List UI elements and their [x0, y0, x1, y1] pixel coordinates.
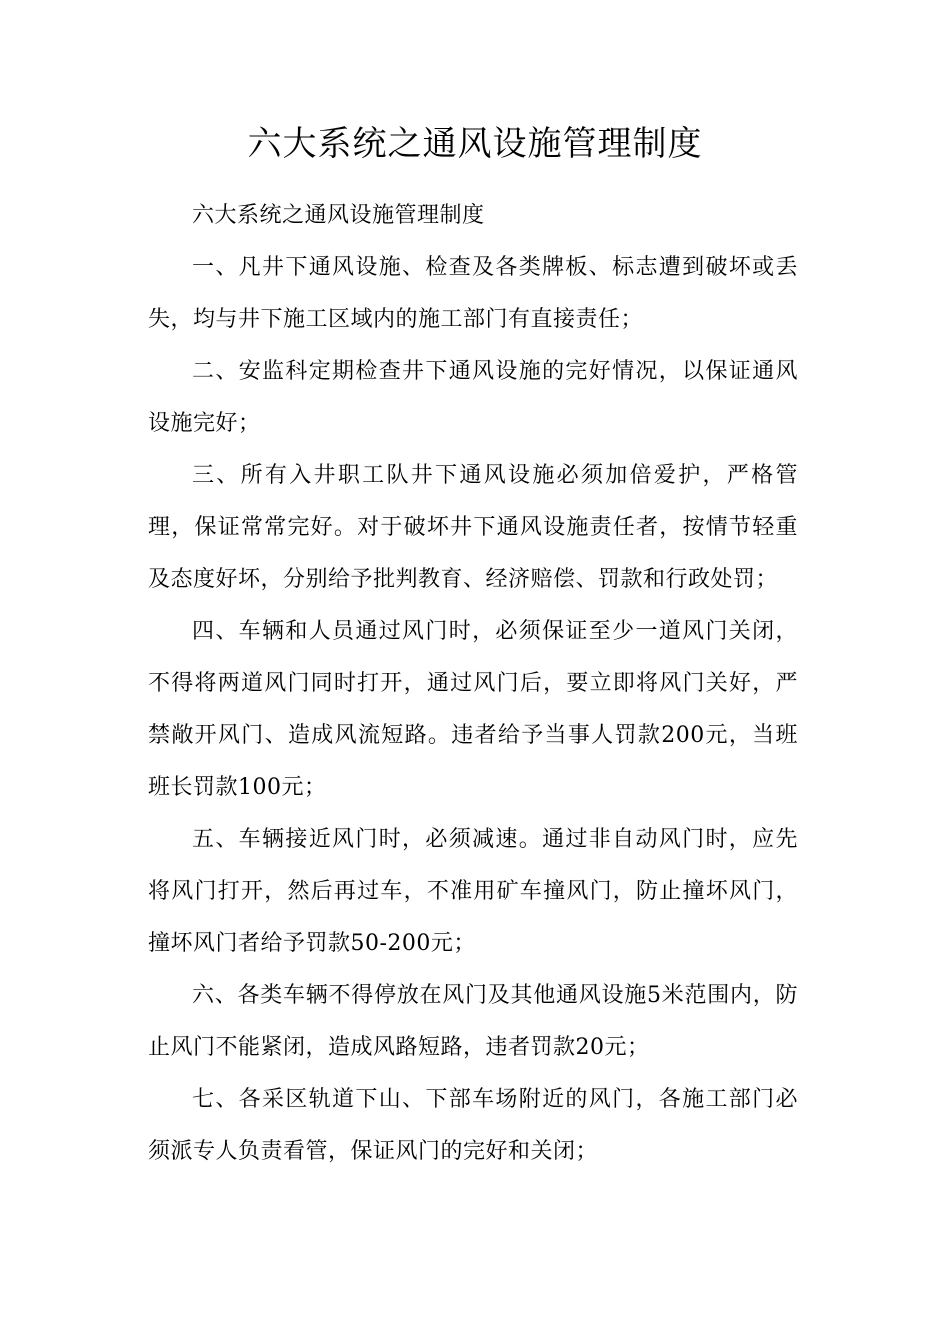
paragraph-rule-2: 二、安监科定期检查井下通风设施的完好情况，以保证通风设施完好；: [148, 359, 798, 436]
paragraph-rule-6: 六、各类车辆不得停放在风门及其他通风设施5米范围内，防止风门不能紧闭，造成风路短路，违者罚款20元；: [148, 983, 798, 1060]
paragraph-rule-1: 一、凡井下通风设施、检查及各类牌板、标志遭到破坏或丢失，均与井下施工区域内的施工部门有直接责任；: [148, 255, 798, 332]
paragraph-rule-3: 三、所有入井职工队井下通风设施必须加倍爱护，严格管理，保证常常完好。对于破坏井下通风设施责任者，按情节轻重及态度好坏，分别给予批判教育、经济赔偿、罚款和行政处罚；: [148, 463, 798, 592]
paragraph-rule-4: 四、车辆和人员通过风门时，必须保证至少一道风门关闭，不得将两道风门同时打开，通过风门后，要立即将风门关好，严禁敞开风门、造成风流短路。违者给予当事人罚款200元，当班班长罚款100元；: [148, 619, 798, 800]
paragraph-rule-5: 五、车辆接近风门时，必须减速。通过非自动风门时，应先将风门打开，然后再过车，不准用矿车撞风门，防止撞坏风门，撞坏风门者给予罚款50-200元；: [148, 827, 798, 956]
document-body: [148, 190, 798, 1178]
document-title: 六大系统之通风设施管理制度: [247, 124, 703, 164]
paragraph-rule-7: 七、各采区轨道下山、下部车场附近的风门，各施工部门必须派专人负责看管，保证风门的完好和关闭；: [148, 1087, 798, 1164]
paragraph-heading: 六大系统之通风设施管理制度: [192, 203, 485, 228]
